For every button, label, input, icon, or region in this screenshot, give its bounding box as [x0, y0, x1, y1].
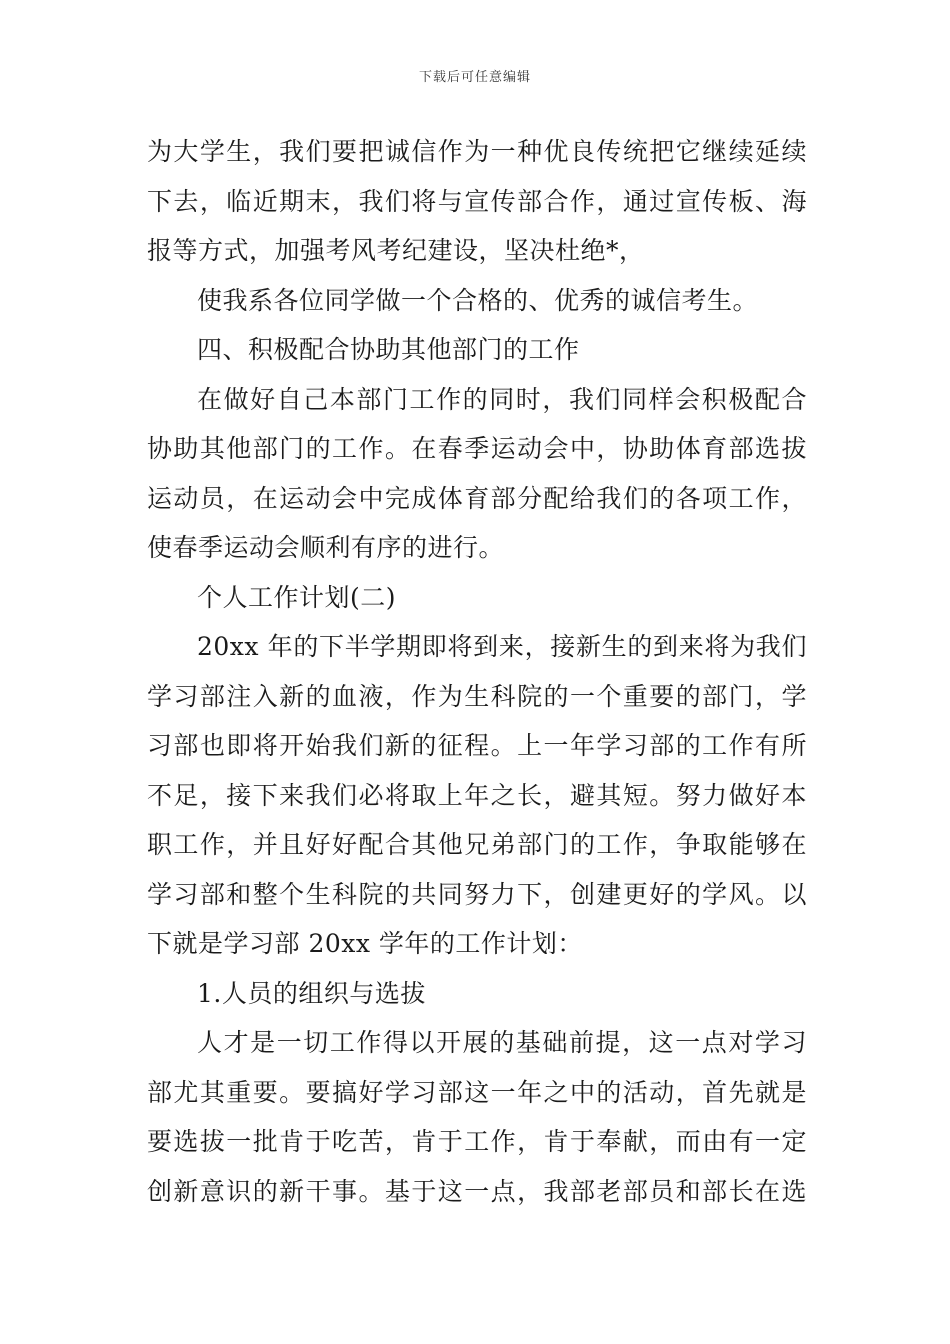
section-heading: 四、积极配合协助其他部门的工作 — [197, 335, 580, 364]
text-line: 职工作，并且好好配合其他兄弟部门的工作，争取能够在 — [147, 830, 807, 859]
text-line: 要选拔一批肯于吃苦，肯于工作，肯于奉献，而由有一定 — [147, 1127, 807, 1156]
text-line: 20xx 年的下半学期即将到来，接新生的到来将为我们 — [197, 632, 807, 661]
text-line: 使春季运动会顺利有序的进行。 — [147, 533, 505, 562]
text-line: 学习部注入新的血液，作为生科院的一个重要的部门，学 — [147, 681, 807, 711]
section-heading: 1.人员的组织与选拔 — [197, 978, 426, 1008]
text-line: 在做好自己本部门工作的同时，我们同样会积极配合 — [197, 384, 807, 414]
text-line: 人才是一切工作得以开展的基础前提，这一点对学习 — [197, 1028, 807, 1057]
text-line: 协助其他部门的工作。在春季运动会中，协助体育部选拔 — [147, 434, 807, 463]
text-line: 下去，临近期末，我们将与宣传部合作，通过宣传板、海 — [147, 186, 807, 216]
text-line: 学习部和整个生科院的共同努力下，创建更好的学风。以 — [147, 879, 807, 909]
text-line: 不足，接下来我们必将取上年之长，避其短。努力做好本 — [147, 780, 807, 810]
page-header-note: 下载后可任意编辑 — [418, 70, 531, 85]
text-line: 报等方式，加强考风考纪建设，坚决杜绝*， — [147, 236, 645, 265]
document-body — [147, 127, 807, 1216]
text-line: 使我系各位同学做一个合格的、优秀的诚信考生。 — [197, 285, 759, 315]
text-line: 为大学生，我们要把诚信作为一种优良传统把它继续延续 — [147, 137, 807, 166]
section-heading: 个人工作计划(二) — [197, 582, 397, 612]
text-line: 习部也即将开始我们新的征程。上一年学习部的工作有所 — [147, 731, 807, 760]
text-line: 运动员，在运动会中完成体育部分配给我们的各项工作， — [147, 483, 807, 513]
text-line: 创新意识的新干事。基于这一点，我部老部员和部长在选 — [147, 1176, 807, 1206]
text-line: 下就是学习部 20xx 学年的工作计划： — [147, 929, 583, 958]
text-line: 部尤其重要。要搞好学习部这一年之中的活动，首先就是 — [147, 1077, 807, 1107]
